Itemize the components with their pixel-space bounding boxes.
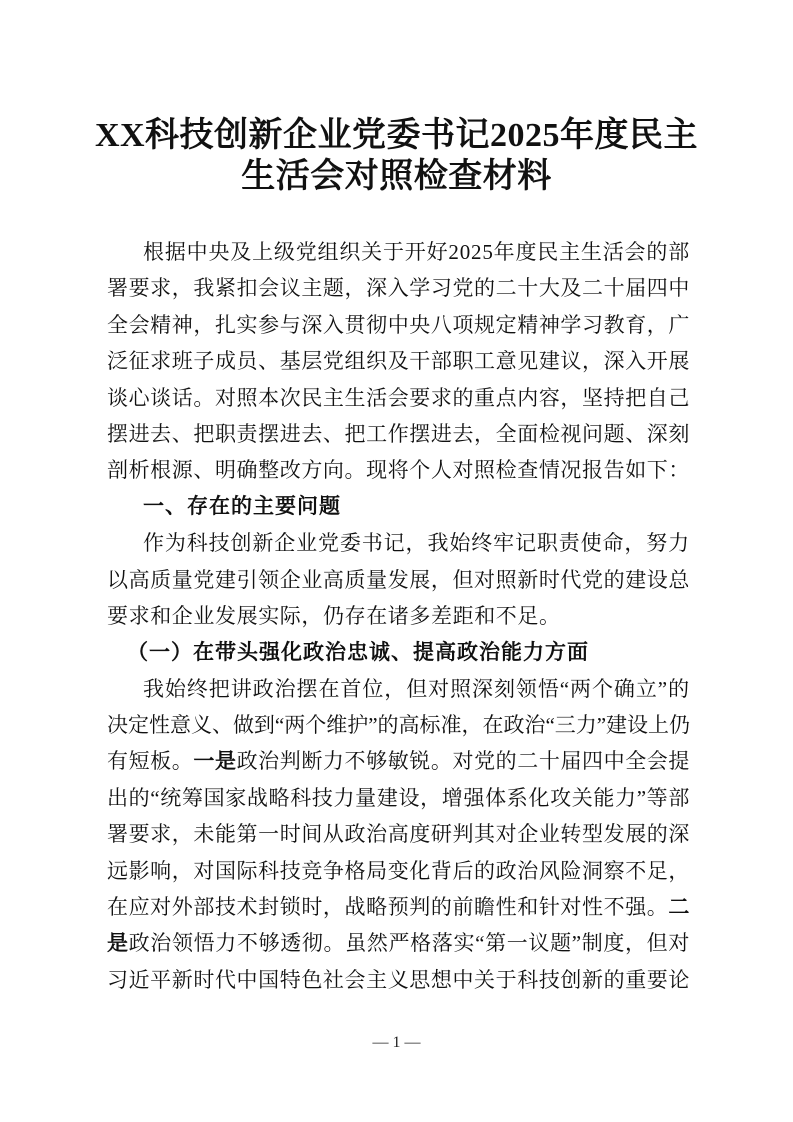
text-line [107,780,690,816]
text-run: 有短板。 [107,749,194,774]
text-run: （一）在带头强化政治忠诚、提高政治能力方面 [127,640,589,665]
text-line [107,380,690,416]
section-heading [107,489,690,525]
bold-text: 一是 [193,749,237,774]
text-line [107,416,690,452]
text-line [107,962,690,998]
text-line [107,707,690,743]
text-run: 我始终把讲政治摆在首位，但对照深刻领悟“两个确立”的 [143,676,691,701]
text-line [107,525,690,561]
text-run: 作为科技创新企业党委书记，我始终牢记职责使命，努力 [143,531,690,556]
text-run: 以高质量党建引领企业高质量发展，但对照新时代党的建设总 [107,567,690,592]
text-run: 泛征求班子成员、基层党组织及干部职工意见建议，深入开展 [107,349,690,374]
text-line [107,816,690,852]
text-line [107,307,690,343]
text-line [107,671,690,707]
text-run: 署要求，我紧扣会议主题，深入学习党的二十大及二十届四中 [107,276,690,301]
text-line [107,598,690,634]
text-line [107,562,690,598]
text-line [107,889,690,925]
bold-text: 二 [668,895,690,920]
text-line [107,343,690,379]
text-line [107,270,690,306]
text-run: 在应对外部技术封锁时，战略预判的前瞻性和针对性不强。 [107,895,669,920]
subsection-heading [107,634,690,670]
text-run: 一、存在的主要问题 [143,494,341,518]
text-run: 署要求，未能第一时间从政治高度研判其对企业转型发展的深 [107,822,690,847]
text-line [107,234,690,270]
text-line [107,452,690,488]
text-run: 摆进去、把职责摆进去、把工作摆进去，全面检视问题、深刻 [107,421,690,446]
text-run: 出的“统筹国家战略科技力量建设，增强体系化攻关能力”等部 [107,785,690,810]
bold-text: 是 [107,931,129,956]
document-body [107,234,690,998]
text-run: 要求和企业发展实际，仍存在诸多差距和不足。 [107,603,561,628]
page-number: — 1 — [372,1034,421,1051]
document-title-line-1: XX科技创新企业党委书记2025年度民主 [94,117,699,154]
text-run: 全会精神，扎实参与深入贯彻中央八项规定精神学习教育，广 [107,312,690,337]
text-run: 剖析根源、明确整改方向。现将个人对照检查情况报告如下： [107,458,690,483]
text-run: 根据中央及上级党组织关于开好2025年度民主生活会的部 [143,240,691,264]
text-run: 远影响，对国际科技竞争格局变化背后的政治风险洞察不足， [107,858,690,883]
text-run: 政治判断力不够敏锐。对党的二十届四中全会提 [236,749,690,774]
text-run: 决定性意义、做到“两个维护”的高标准，在政治“三力”建设上仍 [107,713,691,738]
text-line [107,853,690,889]
document-title-line-2: 生活会对照检查材料 [241,158,552,195]
text-line [107,925,690,961]
text-line [107,743,690,779]
text-run: 习近平新时代中国特色社会主义思想中关于科技创新的重要论 [107,967,690,992]
text-run: 政治领悟力不够透彻。虽然严格落实“第一议题”制度，但对 [128,931,690,956]
text-run: 谈心谈话。对照本次民主生活会要求的重点内容，坚持把自己 [107,385,690,410]
